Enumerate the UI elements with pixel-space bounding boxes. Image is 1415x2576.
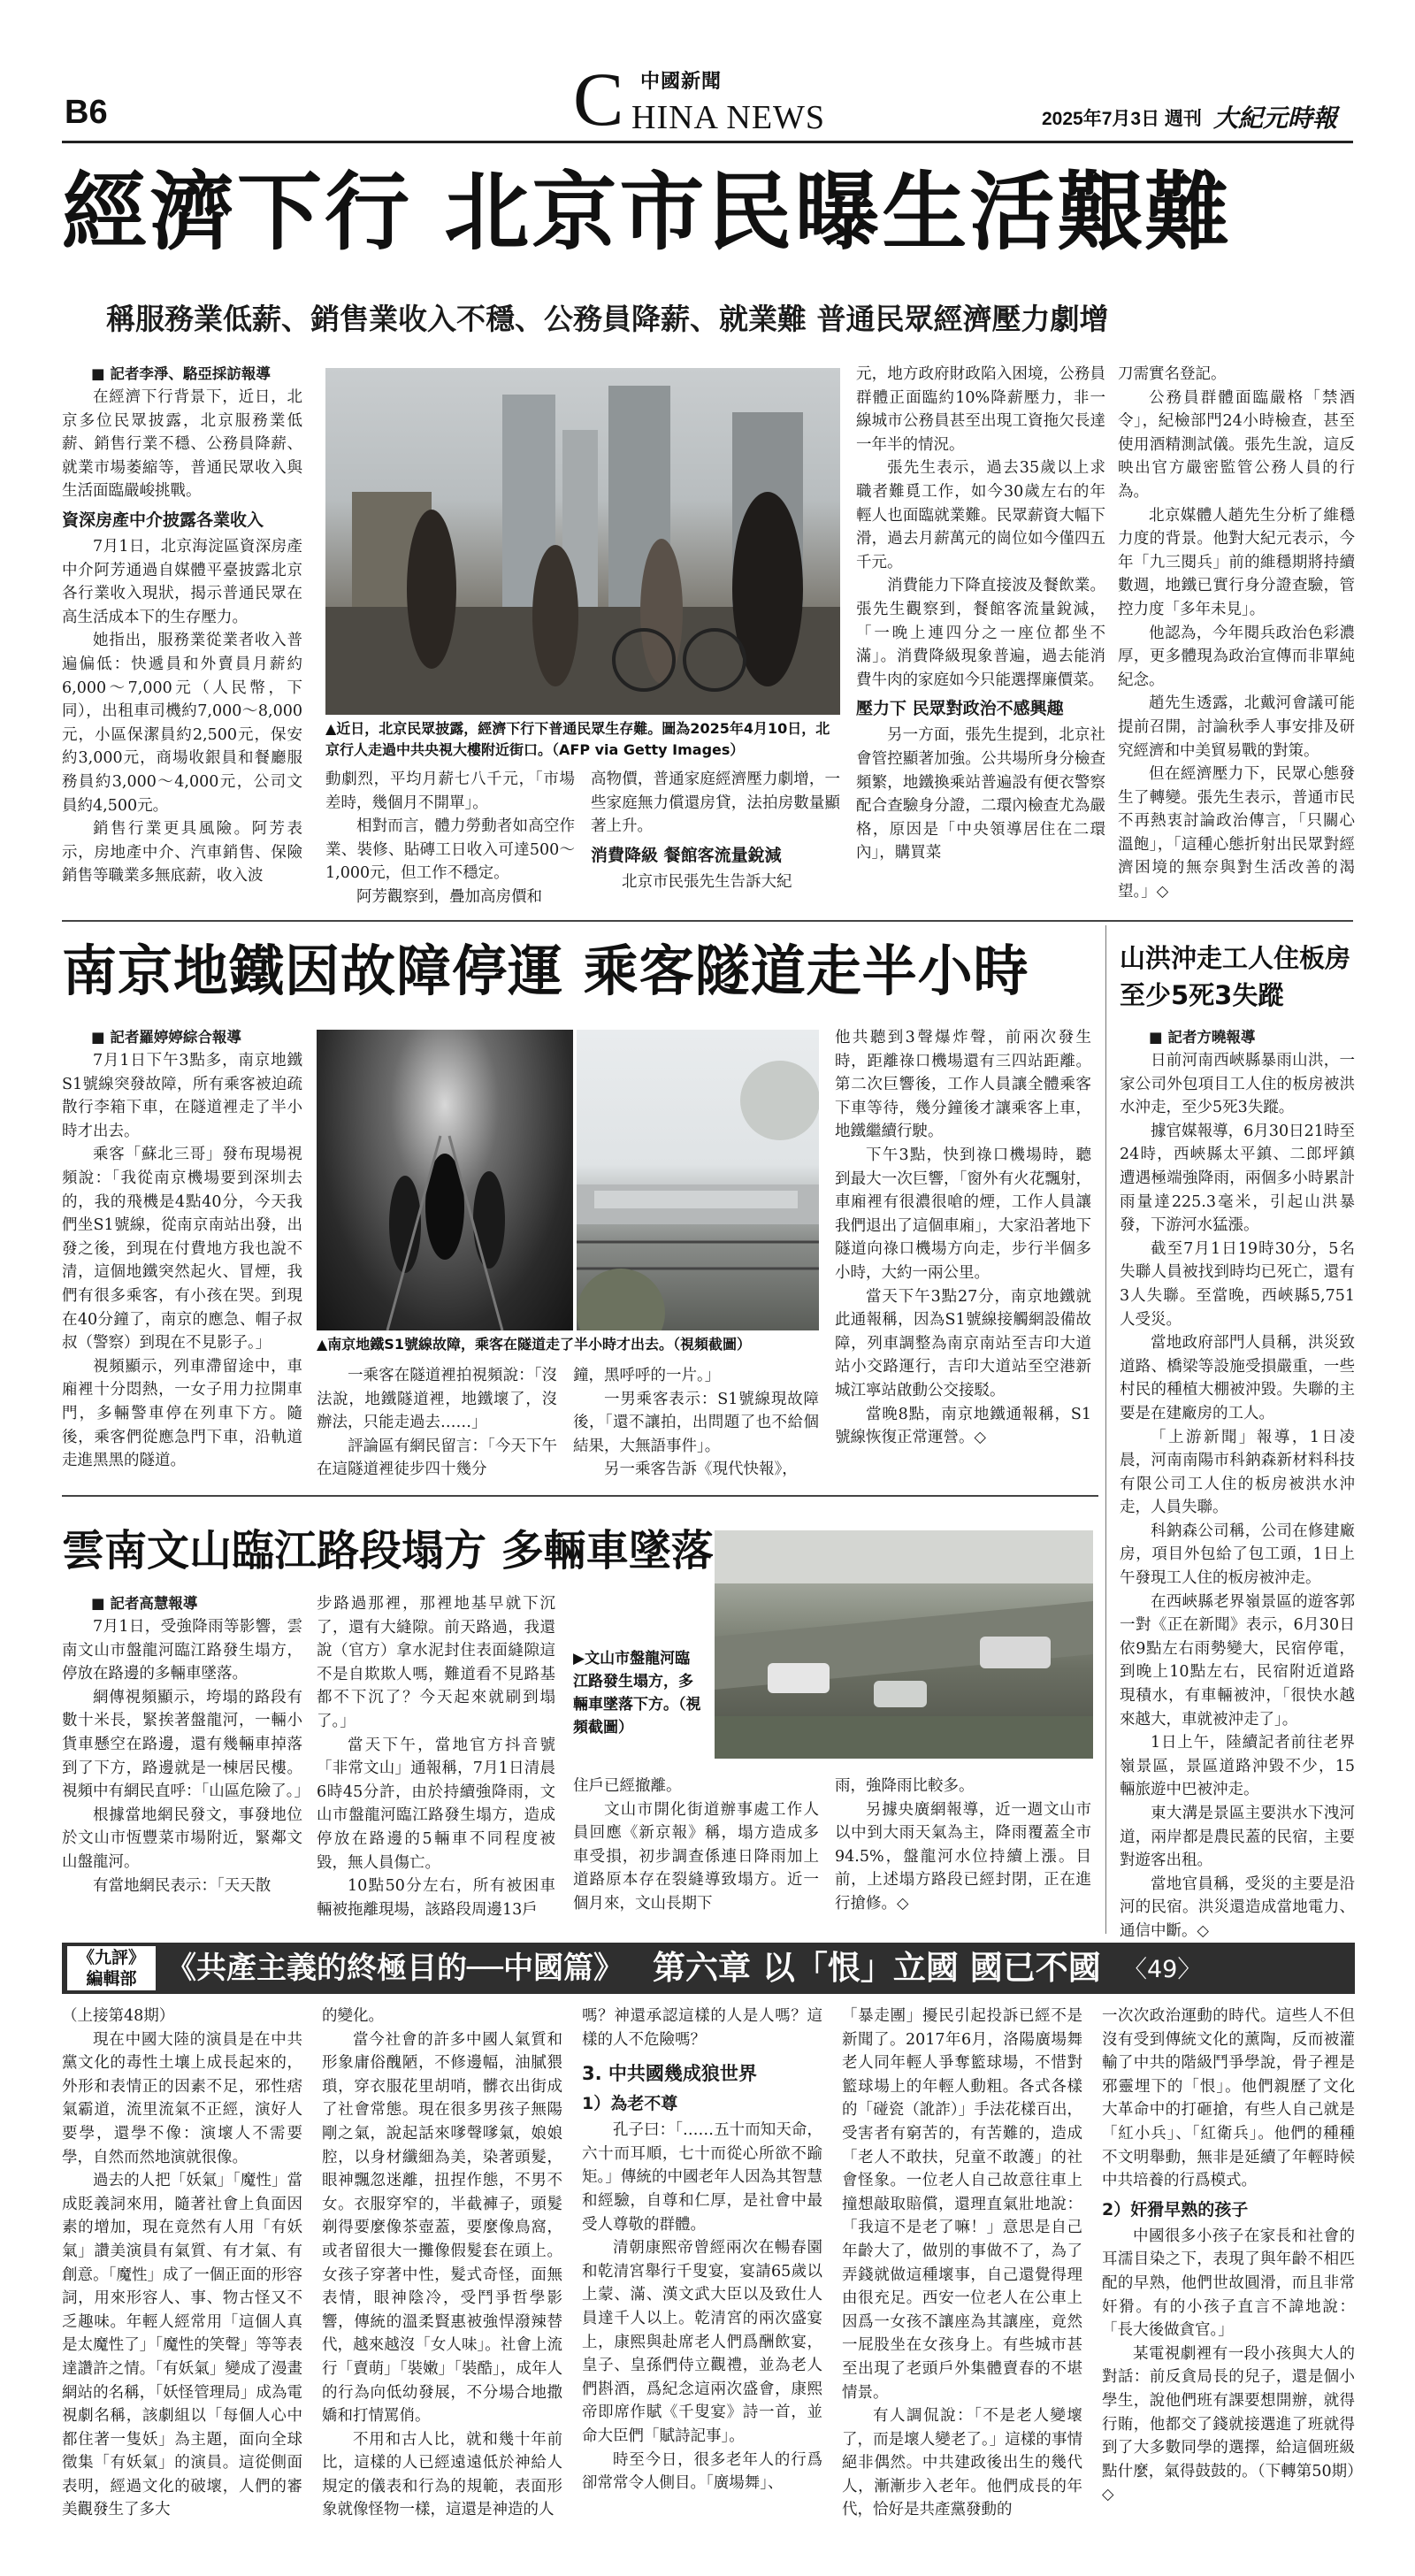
section-divider: [62, 1495, 1098, 1497]
a3-paragraph: 雨，強降雨比較多。: [835, 1777, 975, 1795]
a5-paragraph: 清朝康熙帝曾經兩次在暢春園和乾清宮舉行千叟宴，宴請65歲以上蒙、滿、漢文武大臣以及致仕人員達千人以上。乾清宮的兩次盛宴上，康熙與赴席老人們爲酬飲宴，皇子、皇孫們侍立觀禮，並為老人們斟酒，爲紀念這兩次盛會，康熙帝即席作賦《千叟宴》詩一首，並命大臣們「賦詩記事」。: [582, 2239, 822, 2445]
a2-paragraph: 7月1日下午3點多，南京地鐵S1號線突發故障，所有乘客被迫疏散行李箱下車，在隧道裡走了半小時才出去。: [62, 1052, 302, 1140]
a3-paragraph: 網傳視頻顯示，垮塌的路段有數十米長，緊挨著盤龍河，一輛小貨車懸空在路邊，還有幾輛車掉落到了下方，路邊就是一棟居民樓。視頻中有網民直呼：「山區危險了。」: [62, 1688, 310, 1801]
a2-paragraph: 視頻顯示，列車滯留途中，車廂裡十分悶熱，一女子用力拉開車門，多輛警車停在列車下方。隨後，乘客們從應急門下車，沿軌道走進黑黑的隧道。: [62, 1357, 302, 1470]
track-illustration: [577, 1030, 819, 1330]
a1-byline: ■ 記者李淨、駱亞採訪報導: [91, 365, 271, 382]
headline-nanjing: 南京地鐵因故障停運 乘客隧道走半小時: [62, 939, 1029, 1003]
a1-paragraph: 北京市民張先生告訴大紀: [622, 872, 792, 891]
headline-yunnan: 雲南文山臨江路段塌方 多輛車墜落: [62, 1526, 714, 1576]
a2-col4: [835, 1026, 1091, 1450]
a1-paragraph: 他認為，今年閱兵政治色彩濃厚，更多體現為政治宣傳而非單純紀念。: [1118, 624, 1355, 689]
a4-paragraph: 當地政府部門人員稱，洪災致道路、橋梁等設施受損嚴重，一些村民的種植大棚被沖毀。失聯的主要是在建廠房的工人。: [1120, 1334, 1355, 1422]
a1-paragraph: 但在經濟壓力下，民眾心態發生了轉變。張先生表示，普通市民不再熱衷討論政治傳言，「只關心溫飽」，「這種心態折射出民眾對經濟困境的無奈與對生活改善的渴望。」◇: [1118, 765, 1355, 901]
a4-paragraph: 「上游新聞」報導，1日凌晨，河南南陽市科鈉森新材料科技有限公司工人住的板房被洪水沖走，人員失聯。: [1120, 1428, 1355, 1517]
logo-english: HINA NEWS: [631, 99, 826, 136]
headline-economy: 經濟下行 北京市民曝生活艱難: [62, 163, 1233, 262]
headline-flood: [1120, 939, 1355, 1014]
series-tag-line2: 編輯部: [86, 1969, 137, 1989]
a3-col2: [317, 1592, 555, 1921]
paper-name: 大紀元時報: [1213, 104, 1338, 133]
logo-chinese: 中國新聞: [640, 71, 723, 93]
a5-paragraph: 某電視劇裡有一段小孩與大人的對話：前反貪局長的兒子，還是個小學生，說他們班有課要想開辦，就得行賄，他都交了錢就接選進了班就得到了大多數同學的選擇，給這個班級點什麼，氣得鼓鼓的。（下轉第50期）◇: [1102, 2344, 1355, 2504]
a4-paragraph: 截至7月1日19時30分，5名失聯人員被找到時均已死亡，還有3人失聯。至當晚，西峽縣5,751人受災。: [1120, 1239, 1355, 1329]
collapse-illustration: [715, 1530, 1093, 1759]
a1-paragraph: 消費能力下降直接波及餐飲業。張先生觀察到，餐館客流量銳減，「一晚上連四分之一座位都坐不滿」。消費降級現象普遍，過去能消費牛肉的家庭如今只能選擇廉價菜。: [856, 577, 1105, 689]
series-tag-line1: 《九評》: [77, 1948, 145, 1967]
a4-paragraph: 日前河南西峽縣暴雨山洪，一家公司外包項目工人住的板房被洪水沖走，至少5死3失蹤。: [1120, 1052, 1355, 1117]
a2-photo-caption: ▲南京地鐵S1號線故障，乘客在隧道走了半小時才出去。（視頻截圖）: [317, 1336, 751, 1353]
a2-byline: ■ 記者羅婷婷綜合報導: [91, 1029, 241, 1046]
a1-photo-caption: ▲近日，北京民眾披露，經濟下行下普通民眾生存難。圖為2025年4月10日，北京行人走過中共央視大樓附近街口。（AFP via Getty Images）: [325, 720, 830, 758]
section-divider: [62, 920, 1353, 922]
a2-paragraph: 評論區有網民留言：「今天下午在這隧道裡徒步四十幾分: [317, 1437, 557, 1479]
a2-col1: [62, 1026, 302, 1473]
headline-flood-line1: 山洪沖走工人住板房: [1120, 943, 1351, 973]
a1-paragraph: 高物價，普通家庭經濟壓力劇增，一些家庭無力償還房貸，法拍房數量顯著上升。: [591, 770, 840, 836]
a2-paragraph: 另一乘客告訴《現代快報》，: [604, 1460, 798, 1479]
a3-paragraph: 當天下午，當地官方抖音號「非常文山」通報稱，7月1日清晨6時45分許，由於持續強降雨，文山市盤龍河臨江路發生塌方，造成停放在路邊的5輛車不同程度被毀，無人員傷亡。: [317, 1736, 555, 1872]
a1-paragraph: 元，地方政府財政陷入困境，公務員群體正面臨約10%降薪壓力，非一線城市公務員甚至出現工資拖欠長達一年半的情況。: [856, 365, 1105, 454]
issue-date: 2025年7月3日 週刊: [1042, 109, 1202, 129]
a5-col4: [842, 2005, 1082, 2522]
masthead-rule: [62, 141, 1353, 143]
a1-col5: [1118, 363, 1355, 904]
a2-paragraph: 下午3點，快到祿口機場時，聽到最大一次巨響，「窗外有火花飄射，車廂裡有很濃很嗆的煙，工作人員讓我們退出了這個車廂」，大家沿著地下隧道向祿口機場方向走，步行半個多小時，大約一兩公里。: [835, 1146, 1091, 1282]
column-divider: [1105, 925, 1106, 1934]
a3-paragraph: 7月1日，受強降雨等影響，雲南文山市盤龍河臨江路發生塌方，停放在路邊的多輛車墜落。: [62, 1618, 302, 1683]
collapse-photo: [715, 1530, 1093, 1759]
a1-paragraph: 銷售行業更具風險。阿芳表示，房地產中介、汽車銷售、保險銷售等職業多無底薪，收入波: [62, 820, 302, 886]
logo-c: C: [573, 57, 624, 142]
a4-paragraph: 在西峽縣老界嶺景區的遊客郭一對《正在新聞》表示，6月30日依9點左右雨勢變大，民宿停電，到晚上10點左右，民宿附近道路現積水，有車輛被沖，「很快水越來越大，車就被沖走了」。: [1120, 1592, 1355, 1729]
a1-paragraph: 她指出，服務業從業者收入普遍偏低：快遞員和外賣員月薪約6,000～7,000元（人民幣，下同），出租車司機約7,000～8,000元，小區保潔員約2,500元，保安約3,000元，商場收銀員和餐廳服務員約3,000～4,000元，公司文員約4,500元。: [62, 632, 302, 815]
a5-paragraph: 「暴走團」擾民引起投訴已經不是新聞了。2017年6月，洛陽廣場舞老人同年輕人爭奪籃球場，不惜對籃球場上的年輕人動粗。各式各樣的「碰瓷（訛詐）」手法花樣百出，受害者有窮苦的，有苦難的，造成「老人不敢扶，兒童不敢護」的社會怪象。一位老人自己故意往車上撞想敲取賠償，還理直氣壯地說：「我這不是老了嘛！」意思是自己年齡大了，做別的事做不了，為了弄錢就做這種壞事，自己還覺得理由很充足。西安一位老人在公車上因爲一女孩不讓座為其讓座，竟然一屁股坐在女孩身上。有些城市甚至出現了老頭戶外集體賣春的不堪情景。: [842, 2007, 1082, 2402]
a3-paragraph: 根據當地網民發文，事發地位於文山市恆豐菜市場附近，緊鄰文山盤龍河。: [62, 1806, 302, 1871]
a1-paragraph: 在經濟下行背景下，近日，北京多位民眾披露，北京服務業低薪、銷售行業不穩、公務員降薪、就業市場萎縮等，普通民眾收入與生活面臨嚴峻挑戰。: [62, 388, 302, 501]
a4-paragraph: 東大溝是景區主要洪水下洩河道，兩岸都是農民蓋的民宿，主要對遊客出租。: [1120, 1805, 1355, 1870]
a5-paragraph: 孔子曰：「……五十而知天命，六十而耳順，七十而從心所欲不踰矩。」傳統的中國老年人因為其智慧和經驗，自尊和仁厚，是社會中最受人尊敬的群體。: [582, 2121, 822, 2234]
a4-paragraph: 科鈉森公司稱，公司在修建廠房，項目外包給了包工頭，1日上午發現工人住的板房被沖走。: [1120, 1522, 1355, 1588]
a5-paragraph: 有人調侃說：「不是老人變壞了，而是壞人變老了。」這樣的事情絕非偶然。中共建政後出生的幾代人，漸漸步入老年。他們成長的年代，恰好是共產黨發動的: [842, 2407, 1082, 2519]
chapter-title: 第六章 以「恨」立國 國已不國: [653, 1949, 1101, 1987]
a1-paragraph: 刀需實名登記。: [1118, 365, 1227, 383]
a4-paragraph: 據官媒報導，6月30日21時至24時，西峽縣太平鎮、二郎坪鎮遭遇極端強降雨，兩個多小時累計雨量達225.3毫米，引起山洪暴發，下游河水猛漲。: [1120, 1122, 1355, 1235]
a1-paragraph: 北京媒體人趙先生分析了維穩力度的背景。他對大紀元表示，今年「九三閱兵」前的維穩期將持續數週，地鐵已實行身分證查驗，管控力度「多年未見」。: [1118, 506, 1355, 618]
a5-col5: [1102, 2005, 1355, 2507]
a5-subhead: 2）奸猾早熟的孩子: [1102, 2199, 1249, 2220]
a2-col3: [573, 1364, 819, 1482]
a5-paragraph: 過去的人把「妖氣」「魔性」當成貶義詞來用，隨著社會上負面因素的增加，現在竟然有人用「有妖氣」讚美演員有氣質、有才氣、有創意。「魔性」成了一個正面的形容詞，用來形容人、事、物古怪又不乏趣味。年輕人經常用「這個人真是太魔性了」「魔性的笑聲」等等表達讚許之情。「有妖氣」變成了漫畫網站的名稱，「妖怪管理局」成為電視劇名稱，該劇組以「每個人心中都住著一隻妖」為主題，面向全球徵集「有妖氣」的演員。這從側面表明，經過文化的破壞，人們的審美觀發生了多大: [62, 2172, 302, 2519]
a2-paragraph: 乘客「蘇北三哥」發布現場視頻說：「我從南京機場要到深圳去的，我的飛機是4點40分，今天我們坐S1號線，從南京南站出發，出發之後，到現在付費地方我也說不清，這個地鐵突然起火、冒煙，我們有很多乘客，有小孩在哭。到現在40分鐘了，南京的應急、帽子叔叔（警察）到現在不見影子。」: [62, 1146, 302, 1353]
a3-paragraph: 另據央廣網報導，近一週文山市以中到大雨天氣為主，降雨覆蓋全市94.5%，盤龍河水位持續上漲。目前，上述塌方路段已經封閉，正在進行搶修。◇: [835, 1800, 1091, 1913]
photo-illustration: [325, 368, 840, 715]
beijing-street-photo: [325, 368, 840, 715]
a3-paragraph: 步路過那裡，那裡地基早就下沉了，還有大縫隙。前天路過，我還說（官方）拿水泥封住表面縫隙這不是自欺欺人嗎，難道看不見路基都不下沉了？今天起來就刷到塌了。」: [317, 1595, 555, 1730]
a1-paragraph: 張先生表示，過去35歲以上求職者難覓工作，如今30歲左右的年輕人也面臨就業難。民眾薪資大幅下滑，過去月薪萬元的崗位如今僅四五千元。: [856, 459, 1105, 571]
a4-paragraph: 當地官員稱，受災的主要是沿河的民宿。洪災還造成當地電力、通信中斷。◇: [1120, 1874, 1355, 1940]
a5-paragraph: 時至今日，很多老年人的行爲卻常常令人側目。「廣場舞」、: [582, 2450, 822, 2493]
series-tag: [67, 1946, 156, 1990]
a2-paragraph: 一乘客在隧道裡拍視頻說：「沒法說，地鐵隧道裡，地鐵壞了，沒辦法，只能走過去……」: [317, 1367, 557, 1432]
a1-paragraph: 相對而言，體力勞動者如高空作業、裝修、貼磚工日收入可達500～1,000元，但工作不穩定。: [325, 817, 575, 883]
train-track-photo: [577, 1030, 819, 1330]
a1-subhead: 壓力下 民眾對政治不感興趣: [856, 699, 1064, 719]
series-number: 〈49〉: [1123, 1956, 1202, 1983]
a3-col1: [62, 1592, 310, 1898]
a3-paragraph: 住戶已經撤離。: [573, 1777, 682, 1795]
china-news-logo: [573, 57, 874, 142]
a3-byline: ■ 記者高慧報導: [91, 1595, 198, 1612]
a5-subhead: 1）為老不尊: [582, 2094, 678, 2114]
a5-paragraph: 當今社會的許多中國人氣質和形象庸俗醜陋，不修邊幅，油膩猥瑣，穿衣服花里胡哨，髒衣出街成了社會常態。現在很多男孩子無陽剛之氣，說起話來嗲聲嗲氣，娘娘腔，以身材纖細為美，染著頭髮，眼神飄忽迷離，扭捏作態，不男不女。衣服穿窄的，半截褲子，頭髮剃得要麼像茶壺蓋，要麼像鳥窩，或者留很大一攤像假髮套在頭上。女孩子穿著中性，髮式奇怪，面無表情，眼神陰冷，受鬥爭哲學影響，傳統的溫柔賢惠被強悍潑辣替代，越來越沒「女人味」。社會上流行「賣萌」「裝嫩」「裝酷」，成年人的行為向低幼發展，不分場合地撒嬌和打情罵俏。: [322, 2030, 562, 2426]
a3-col3: [573, 1775, 819, 1916]
a5-paragraph: 的變化。: [322, 2007, 384, 2025]
a2-paragraph: 當天下午3點27分，南京地鐵就此通報稱，因為S1號線接觸網設備故障，列車調整為南京南站至吉印大道站小交路運行，吉印大道站至空港新城江寧站啟動公交接駁。: [835, 1287, 1091, 1399]
tunnel-illustration: [317, 1030, 573, 1330]
a5-col1: [62, 2005, 302, 2522]
a5-col2: [322, 2005, 562, 2522]
a1-paragraph: 7月1日，北京海淀區資深房產中介阿芳通過自媒體平臺披露北京各行業收入現狀，揭示普通民眾在高生活成本下的生存壓力。: [62, 537, 302, 626]
a1-subhead: 消費降級 餐館客流量銳減: [591, 845, 782, 865]
a2-col2: [317, 1364, 557, 1482]
a2-paragraph: 一男乘客表示：S1號線現故障後，「還不讓拍，出問題了也不給個結果，大無語事件」。: [573, 1390, 819, 1455]
a5-col3: [582, 2005, 822, 2496]
a2-paragraph: 鐘，黑呼呼的一片。」: [573, 1367, 721, 1384]
a1-subhead: 資深房產中介披露各業收入: [62, 510, 264, 530]
a1-col3: [591, 768, 840, 893]
a3-paragraph: 10點50分左右，所有被困車輛被拖離現場，該路段周邊13戶: [317, 1877, 555, 1919]
a4-byline: ■ 記者方曉報導: [1149, 1029, 1256, 1046]
a5-paragraph: 一次次政治運動的時代。這些人不但沒有受到傳統文化的薰陶，反而被灌輸了中共的階級鬥爭學說，骨子裡是邪靈埋下的「恨」。他們親歷了文化大革命中的打砸搶，有些人自己就是「紅小兵」、「紅衛兵」。他們的種種不文明舉動，無非是延續了年輕時候中共培養的行爲模式。: [1102, 2007, 1355, 2190]
a5-paragraph: 嗎？神還承認這樣的人是人嗎？這樣的人不危險嗎？: [582, 2007, 822, 2049]
a3-paragraph: 有當地網民表示：「天天散: [93, 1876, 272, 1895]
a4-paragraph: 1日上午，陸續記者前往老界嶺景區，景區道路沖毀不少，15輛旅遊中巴被沖走。: [1120, 1734, 1355, 1799]
a5-paragraph: 中國很多小孩子在家長和社會的耳濡目染之下，表現了與年齡不相匹配的早熟，他們世故圓滑，而且非常奸猾。有的小孩子直言不諱地說：「長大後做貪官。」: [1102, 2227, 1355, 2340]
a1-paragraph: 動劇烈，平均月薪七八千元，「市場差時，幾個月不開單」。: [325, 770, 575, 812]
a5-subhead: 3. 中共國幾成狼世界: [582, 2063, 757, 2085]
tunnel-photo: [317, 1030, 573, 1330]
a2-paragraph: 他共聽到3聲爆炸聲，前兩次發生時，距離祿口機場還有三四站距離。第二次巨響後，工作人員讓全體乘客下車等待，幾分鐘後才讓乘客上車，地鐵繼續行駛。: [835, 1029, 1091, 1141]
series-title: 《共產主義的終極目的──中國篇》: [166, 1951, 623, 1986]
a1-paragraph: 公務員群體面臨嚴格「禁酒令」，紀檢部門24小時檢查，甚至使用酒精測試儀。張先生說，這反映出官方嚴密監管公務人員的行為。: [1118, 388, 1355, 501]
a1-col1: [62, 363, 302, 888]
a1-paragraph: 另一方面，張先生提到，北京社會管控顯著加強。公共場所身分檢查頻繁，地鐵換乘站普遍設有便衣警察配合查驗身分證，二環內檢查尤為嚴格，原因是「中央領導居住在二環內」，購買菜: [856, 726, 1105, 862]
a2-paragraph: 當晚8點，南京地鐵通報稱，S1號線恢復正常運營。◇: [835, 1405, 1091, 1447]
a1-col4: [856, 363, 1105, 865]
a3-photo-caption: ▶文山市盤龍河臨江路發生塌方，多輛車墜落下方。（視頻截圖）: [573, 1650, 701, 1736]
a1-paragraph: 阿芳觀察到，疊加高房價和: [356, 887, 542, 906]
a1-paragraph: 趙先生透露，北戴河會議可能提前召開，討論秋季人事安排及研究經濟和中美貿易戰的對策。: [1118, 694, 1355, 760]
a5-paragraph: （上接第48期）: [62, 2007, 175, 2025]
subheadline-economy: 稱服務業低薪、銷售業收入不穩、公務員降薪、就業難 普通民眾經濟壓力劇增: [106, 302, 1109, 336]
a1-col2: [325, 768, 575, 909]
a3-paragraph: 文山市開化街道辦事處工作人員回應《新京報》稱，塌方造成多車受損，初步調查係連日降雨加上道路原本存在裂縫導致塌方。近一個月來，文山長期下: [573, 1800, 819, 1913]
a4-column: [1120, 1026, 1355, 1944]
a5-paragraph: 不用和古人比，就和幾十年前比，這樣的人已經遠遠低於神給人規定的儀表和行為的規範，表面形象就像怪物一樣，這還是神造的人: [322, 2430, 562, 2519]
headline-flood-line2: 至少5死3失蹤: [1120, 980, 1284, 1010]
a3-col4: [835, 1775, 1091, 1916]
a5-paragraph: 現在中國大陸的演員是在中共黨文化的毒性土壤上成長起來的，外形和表情正的因素不足，邪性痞氣霸道，流里流氣不正經，演好人要學，還學不像：演壞人不需要學，自然而然地演就很像。: [62, 2030, 302, 2166]
page-number: B6: [65, 94, 108, 131]
